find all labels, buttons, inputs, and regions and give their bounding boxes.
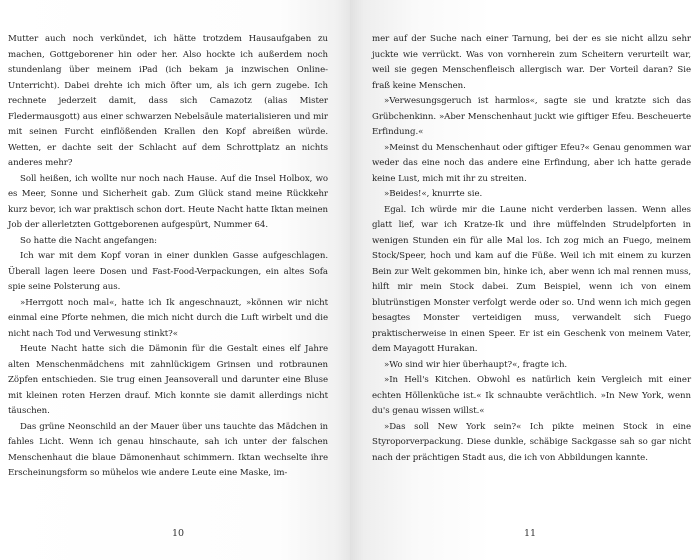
left-page-text [8, 32, 328, 482]
paragraph: »Meinst du Menschenhaut oder giftiger Efeu?« Genau genommen war weder das eine noch das andere eine Erfindung, aber ich hatte gerade keine Lust, mich mit ihr zu streiten. [372, 142, 691, 184]
paragraph: Mutter auch noch verkündet, ich hätte trotzdem Hausaufgaben zu machen, Gottgeborener hin oder her. Also hockte ich außerdem noch stundenlang über meinem iPad (ich bekam ja inzwischen Online-Unterricht). Dabei drehte ich mich öfter um, als ich gern zugebe. Ich rechnete jederzeit damit, dass sich Camazotz (alias Mister Fledermausgott) aus einer schwarzen Nebelsäule materialisieren und mir mit seinen Furcht einflößenden Krallen den Kopf abreißen würde. Wetten, er dachte seit der Schlacht auf dem Schrottplatz an nichts anderes mehr? [8, 34, 328, 168]
paragraph: Heute Nacht hatte sich die Dämonin für die Gestalt eines elf Jahre alten Menschenmädchens mit zahnlückigem Grinsen und rotbraunen Zöpfen entschieden. Sie trug einen Jeansoverall und darunter eine Bluse mit kleinen roten Herzen drauf. Mich konnte sie damit allerdings nicht täuschen. [8, 344, 328, 416]
paragraph: »Beides!«, knurrte sie. [384, 189, 483, 199]
paragraph: Soll heißen, ich wollte nur noch nach Hause. Auf die Insel Holbox, wo es Meer, Sonne und Sicherheit gab. Zum Glück stand meine Rückkehr kurz bevor, ich war praktisch schon dort. Heute Nacht hatte Iktan meinen Job der allerletzten Gottgeborenen aufgespürt, Nummer 64. [8, 173, 328, 230]
paragraph: So hatte die Nacht angefangen: [20, 235, 158, 246]
paragraph: mer auf der Suche nach einer Tarnung, bei der es sie nicht allzu sehr juckte wie verrückt. Was von vornherein zum Scheitern verurteilt war, weil sie gegen Menschenfleisch allergisch war. Der Vorteil daran? Sie fraß keine Menschen. [372, 34, 691, 91]
paragraph: »Verwesungsgeruch ist harmlos«, sagte sie und kratzte sich das Grübchenkinn. »Aber Menschenhaut juckt wie giftiger Efeu. Bescheuerte Erfindung.« [372, 96, 691, 137]
paragraph: Das grüne Neonschild an der Mauer über uns tauchte das Mädchen in fahles Licht. Wenn ich genau hinschaute, sah ich unter der falschen Menschenhaut die blaue Dämonenhaut schimmern. Iktan wechselte ihre Erscheinungsform so mühelos wie andere Leute eine Maske, im- [8, 421, 328, 478]
page-number: 10 [171, 528, 185, 539]
right-page [350, 0, 700, 560]
paragraph: Ich war mit dem Kopf voran in einer dunklen Gasse aufgeschlagen. Überall lagen leere Dosen und Fast-Food-Verpackungen, ein altes Sofa spie seine Polsterung aus. [8, 251, 328, 292]
paragraph: »Herrgott noch mal«, hatte ich Ik angeschnauzt, »können wir nicht einmal eine Pforte nehmen, die mich nicht durch die Luft wirbelt und die nicht nach Tod und Verwesung stinkt?« [8, 297, 328, 339]
paragraph: Egal. Ich würde mir die Laune nicht verderben lassen. Wenn alles glatt lief, war ich Kratze-Ik und ihre müffelnden Strudelpforten in wenigen Stunden ein für alle Mal los. Ich zog mich an Fuego, meinem Stock/Speer, hoch und kam auf die Füße. Weil ich mit einem zu kurzen Bein zur Welt gekommen bin, hinke ich, aber wenn ich mal rennen muss, hilft mir mein Stock dabei. Zum Beispiel, wenn ich von einem blutrünstigen Monster verfolgt werde oder so. Und wenn ich mich gegen besagtes Monster verteidigen muss, verwandelt sich Fuego praktischerweise in einen Speer. Er ist ein Geschenk von meinem Vater, dem Mayagott Hurakan. [372, 204, 691, 354]
right-page-text [372, 32, 691, 466]
paragraph: »In Hell's Kitchen. Obwohl es natürlich kein Vergleich mit einer echten Höllenküche ist.« Ik schnaubte verächtlich. »In New York, wenn du's genau wissen willst.« [372, 375, 691, 416]
paragraph: »Wo sind wir hier überhaupt?«, fragte ich. [384, 359, 568, 370]
page-number: 11 [523, 528, 537, 539]
paragraph: »Das soll New York sein?« Ich pikte meinen Stock in eine Styroporverpackung. Diese dunkle, schäbige Sackgasse sah so gar nicht nach der prächtigen Stadt aus, die ich von Abbildungen kannte. [372, 421, 691, 463]
